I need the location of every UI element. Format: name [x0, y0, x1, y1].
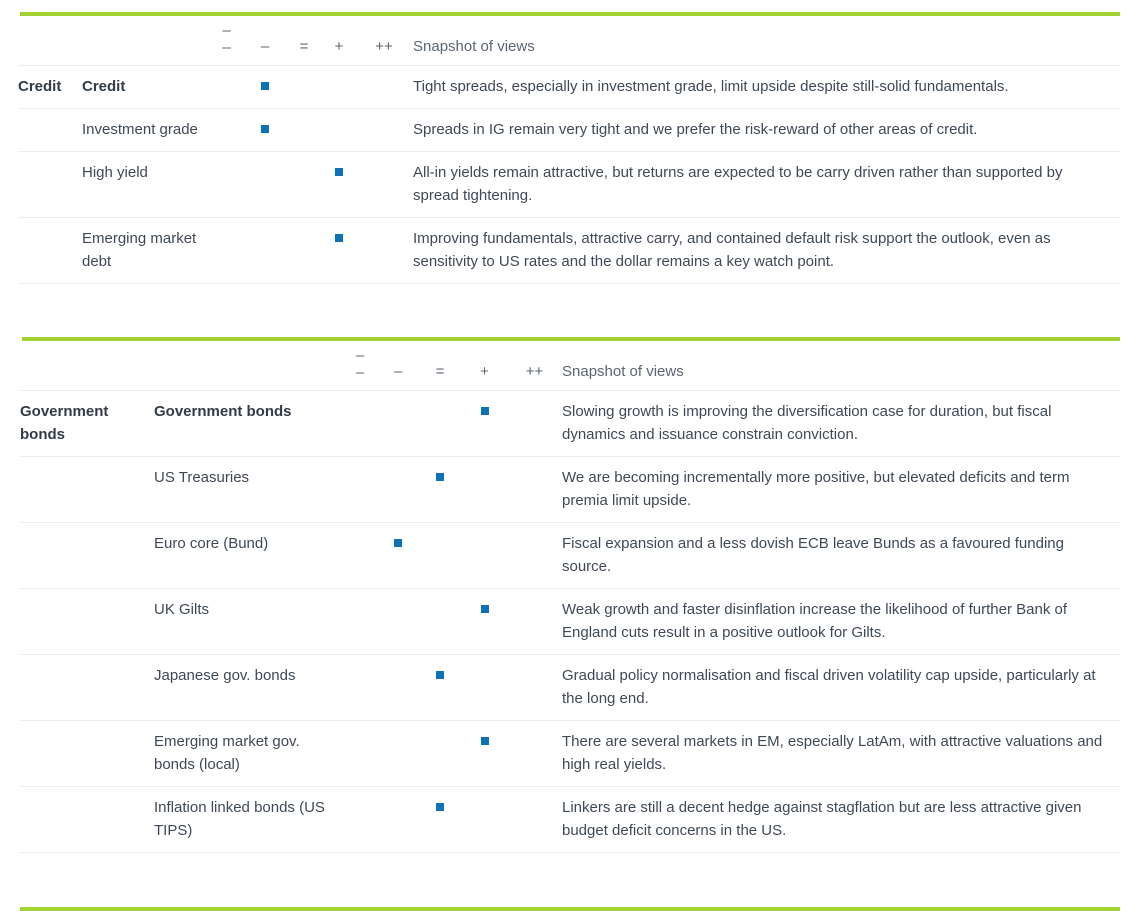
asset-label: Euro core (Bund) [154, 535, 269, 552]
rating-header-double-minus [208, 22, 245, 56]
asset-label: Emerging market gov. bonds (local) [154, 733, 300, 773]
rating-cell-+ [462, 598, 507, 644]
snapshot-text: Slowing growth is improving the diversification case for duration, but fiscal dynamics and issuance constrain conviction. [562, 403, 1052, 443]
rating-cell-= [418, 796, 462, 842]
snapshot-text: Spreads in IG remain very tight and we prefer the risk-reward of other areas of credit. [413, 121, 978, 138]
asset-row [20, 589, 1120, 655]
rating-cell-+ [462, 400, 507, 446]
rating-cell-+ [323, 118, 355, 141]
rating-header-minus: – [393, 363, 403, 380]
rating-cell-double-minus [342, 598, 378, 644]
snapshot-text: Improving fundamentals, attractive carry, and contained default risk support the outlook, even as sensitivity to US rates and the dollar remains a key watch point. [413, 230, 1051, 270]
credit-views-table [0, 12, 1140, 284]
rating-header-plus: + [334, 38, 344, 55]
rating-marker [436, 671, 444, 679]
rating-cell-double-plus [507, 532, 562, 578]
rating-cell-+ [462, 532, 507, 578]
rating-cell-= [418, 598, 462, 644]
snapshot-text: Gradual policy normalisation and fiscal driven volatility cap upside, particularly at the long end. [562, 667, 1096, 707]
rating-cell-- [245, 161, 285, 207]
snapshot-text: There are several markets in EM, especially LatAm, with attractive valuations and high real yields. [562, 733, 1103, 773]
rating-scale-header-row [20, 341, 1120, 391]
asset-row [20, 391, 1120, 457]
asset-label: Government bonds [154, 403, 292, 420]
rating-cell-- [378, 796, 418, 842]
rating-marker [436, 473, 444, 481]
minus-glyph: – [222, 39, 231, 56]
asset-label: Emerging market debt [82, 230, 197, 270]
rating-cell-- [245, 75, 285, 98]
rating-marker [436, 803, 444, 811]
snapshot-text: Tight spreads, especially in investment grade, limit upside despite still-solid fundamentals. [413, 78, 1009, 95]
rating-cell-= [418, 730, 462, 776]
rating-cell-double-minus [208, 227, 245, 273]
rating-cell-+ [323, 227, 355, 273]
asset-label: US Treasuries [154, 469, 250, 486]
snapshot-text: We are becoming incrementally more positive, but elevated deficits and term premia limit upside. [562, 469, 1070, 509]
asset-row [20, 523, 1120, 589]
asset-row [20, 721, 1120, 787]
rating-marker [261, 125, 269, 133]
snapshot-of-views-header: Snapshot of views [562, 363, 684, 380]
asset-row [18, 109, 1120, 152]
rating-header-neutral: = [435, 363, 445, 380]
sector-label: Government bonds [20, 403, 109, 443]
snapshot-text: Weak growth and faster disinflation increase the likelihood of further Bank of England cuts result in a positive outlook for Gilts. [562, 601, 1068, 641]
rating-cell-double-plus [507, 730, 562, 776]
asset-label: Credit [82, 78, 126, 95]
rating-cell-+ [462, 796, 507, 842]
rating-cell-double-plus [507, 796, 562, 842]
asset-row [18, 66, 1120, 109]
rating-cell-double-minus [342, 796, 378, 842]
rating-cell-double-plus [507, 598, 562, 644]
rating-header-neutral: = [299, 38, 309, 55]
rating-cell-double-minus [208, 118, 245, 141]
asset-label: Inflation linked bonds (US TIPS) [154, 799, 325, 839]
rating-cell-= [285, 75, 323, 98]
rating-cell-= [418, 664, 462, 710]
rating-marker [335, 234, 343, 242]
rating-marker [261, 82, 269, 90]
asset-label: Japanese gov. bonds [154, 667, 296, 684]
rating-scale-header-row [18, 16, 1120, 66]
sector-label: Credit [18, 78, 62, 95]
asset-label: Investment grade [82, 121, 198, 138]
rating-cell-double-minus [342, 664, 378, 710]
rating-cell-- [245, 118, 285, 141]
rating-cell-+ [462, 466, 507, 512]
rating-cell-= [418, 466, 462, 512]
rating-cell-- [378, 532, 418, 578]
rating-marker [481, 737, 489, 745]
government-bonds-views-table [0, 337, 1140, 853]
rating-header-double-plus: ++ [375, 38, 393, 55]
rating-cell-= [418, 400, 462, 446]
rating-marker [481, 407, 489, 415]
asset-row [18, 152, 1120, 218]
rating-cell-double-minus [342, 466, 378, 512]
rating-cell-= [285, 161, 323, 207]
rating-header-plus: + [480, 363, 489, 380]
rating-cell-double-plus [355, 161, 413, 207]
rating-cell-= [418, 532, 462, 578]
rating-cell-double-minus [208, 161, 245, 207]
rating-cell-= [285, 227, 323, 273]
rating-marker [394, 539, 402, 547]
rating-header-double-minus [342, 347, 378, 381]
rating-cell-- [378, 400, 418, 446]
rating-cell-double-plus [507, 400, 562, 446]
rating-cell-double-minus [342, 532, 378, 578]
rating-cell-double-plus [507, 466, 562, 512]
rating-cell-double-plus [355, 75, 413, 98]
rating-cell-double-plus [355, 118, 413, 141]
page-bottom-rule [20, 907, 1120, 911]
snapshot-text: Linkers are still a decent hedge against stagflation but are less attractive given budget deficit concerns in the US. [562, 799, 1082, 839]
rating-cell-- [378, 664, 418, 710]
minus-glyph: – [355, 347, 365, 364]
snapshot-text: Fiscal expansion and a less dovish ECB leave Bunds as a favoured funding source. [562, 535, 1064, 575]
asset-row [20, 787, 1120, 853]
rating-cell-+ [323, 75, 355, 98]
rating-cell-+ [323, 161, 355, 207]
rating-cell-double-plus [355, 227, 413, 273]
rating-cell-double-minus [342, 400, 378, 446]
asset-label: High yield [82, 164, 148, 181]
asset-row [20, 457, 1120, 523]
rating-cell-- [378, 730, 418, 776]
rating-marker [335, 168, 343, 176]
asset-row [20, 655, 1120, 721]
rating-header-minus: – [260, 38, 270, 55]
rating-marker [481, 605, 489, 613]
asset-label: UK Gilts [154, 601, 210, 618]
rating-cell-- [378, 598, 418, 644]
rating-cell-+ [462, 664, 507, 710]
rating-header-double-plus: ++ [525, 363, 544, 380]
rating-cell-= [285, 118, 323, 141]
rating-cell-double-minus [208, 75, 245, 98]
rating-cell-+ [462, 730, 507, 776]
snapshot-of-views-header: Snapshot of views [413, 38, 535, 55]
minus-glyph: – [355, 364, 365, 381]
rating-cell-- [378, 466, 418, 512]
rating-cell-double-minus [342, 730, 378, 776]
snapshot-text: All-in yields remain attractive, but returns are expected to be carry driven rather than supported by spread tightening. [413, 164, 1063, 204]
rating-cell-double-plus [507, 664, 562, 710]
asset-row [18, 218, 1120, 284]
minus-glyph: – [222, 22, 231, 39]
rating-cell-- [245, 227, 285, 273]
